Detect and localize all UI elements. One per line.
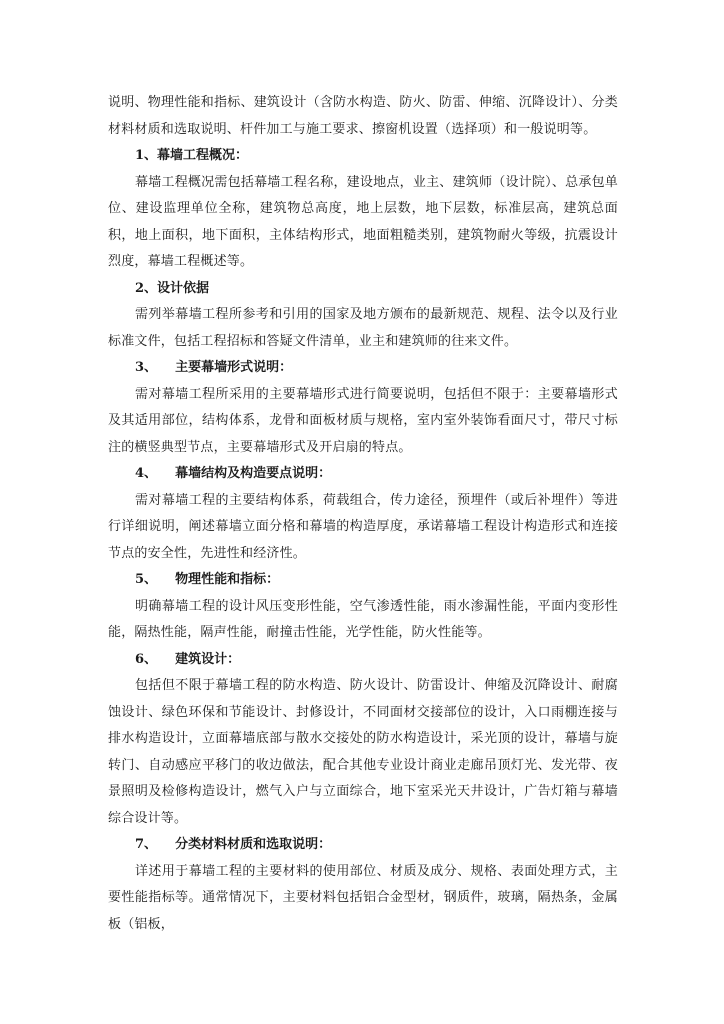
document-page <box>108 90 618 938</box>
section-4-heading: 4、 幕墙结构及构造要点说明： <box>135 466 332 481</box>
section-4-body: 需对幕墙工程的主要结构体系，荷载组合，传力途径，预埋件（或后补埋件）等进行详细说明，阐述幕墙立面分格和幕墙的构造厚度，承诺幕墙工程设计构造形式和连接节点的安全性，先进性和经济性。 <box>108 492 618 561</box>
section-6-body: 包括但不限于幕墙工程的防水构造、防火设计、防雷设计、伸缩及沉降设计、耐腐蚀设计、绿色环保和节能设计、封修设计，不同面材交接部位的设计，入口雨棚连接与排水构造设计，立面幕墙底部与散水交接处的防水构造设计，采光顶的设计，幕墙与旋转门、自动感应平移门的收边做法，配合其他专业设计商业走廊吊顶灯光、发光带、夜景照明及检修构造设计，燃气入户与立面综合，地下室采光天井设计，广告灯箱与幕墙综合设计等。 <box>108 678 618 826</box>
section-7-body: 详述用于幕墙工程的主要材料的使用部位、材质及成分、规格、表面处理方式，主要性能指标等。通常情况下，主要材料包括铝合金型材，钢质件，玻璃，隔热条，金属板（铝板， <box>108 863 618 932</box>
section-7-heading: 7、 分类材料材质和选取说明： <box>135 837 332 852</box>
section-3-heading: 3、 主要幕墙形式说明： <box>135 360 293 375</box>
section-2-body: 需列举幕墙工程所参考和引用的国家及地方颁布的最新规范、规程、法令以及行业标准文件，包括工程招标和答疑文件清单，业主和建筑师的往来文件。 <box>108 307 618 349</box>
section-3-body: 需对幕墙工程所采用的主要幕墙形式进行简要说明，包括但不限于：主要幕墙形式及其适用部位，结构体系，龙骨和面板材质与规格，室内室外装饰看面尺寸，带尺寸标注的横竖典型节点，主要幕墙形式及开启扇的特点。 <box>108 386 618 455</box>
section-1-heading: 1、幕墙工程概况： <box>135 148 249 163</box>
section-2-heading: 2、设计依据 <box>135 280 210 296</box>
section-5-heading: 5、 物理性能和指标： <box>135 572 280 587</box>
section-1-body: 幕墙工程概况需包括幕墙工程名称，建设地点，业主、建筑师（设计院）、总承包单位、建设监理单位全称，建筑物总高度，地上层数，地下层数，标准层高，建筑总面积，地上面积，地下面积，主体结构形式，地面粗糙类别，建筑物耐火等级，抗震设计烈度，幕墙工程概述等。 <box>108 174 618 269</box>
intro-paragraph: 说明、物理性能和指标、建筑设计（含防水构造、防火、防雷、伸缩、沉降设计）、分类材料材质和选取说明、杆件加工与施工要求、擦窗机设置（选择项）和一般说明等。 <box>108 95 618 137</box>
section-6-heading: 6、 建筑设计： <box>135 651 241 667</box>
section-5-body: 明确幕墙工程的设计风压变形性能，空气渗透性能，雨水渗漏性能，平面内变形性能，隔热性能，隔声性能，耐撞击性能，光学性能，防火性能等。 <box>108 598 618 640</box>
